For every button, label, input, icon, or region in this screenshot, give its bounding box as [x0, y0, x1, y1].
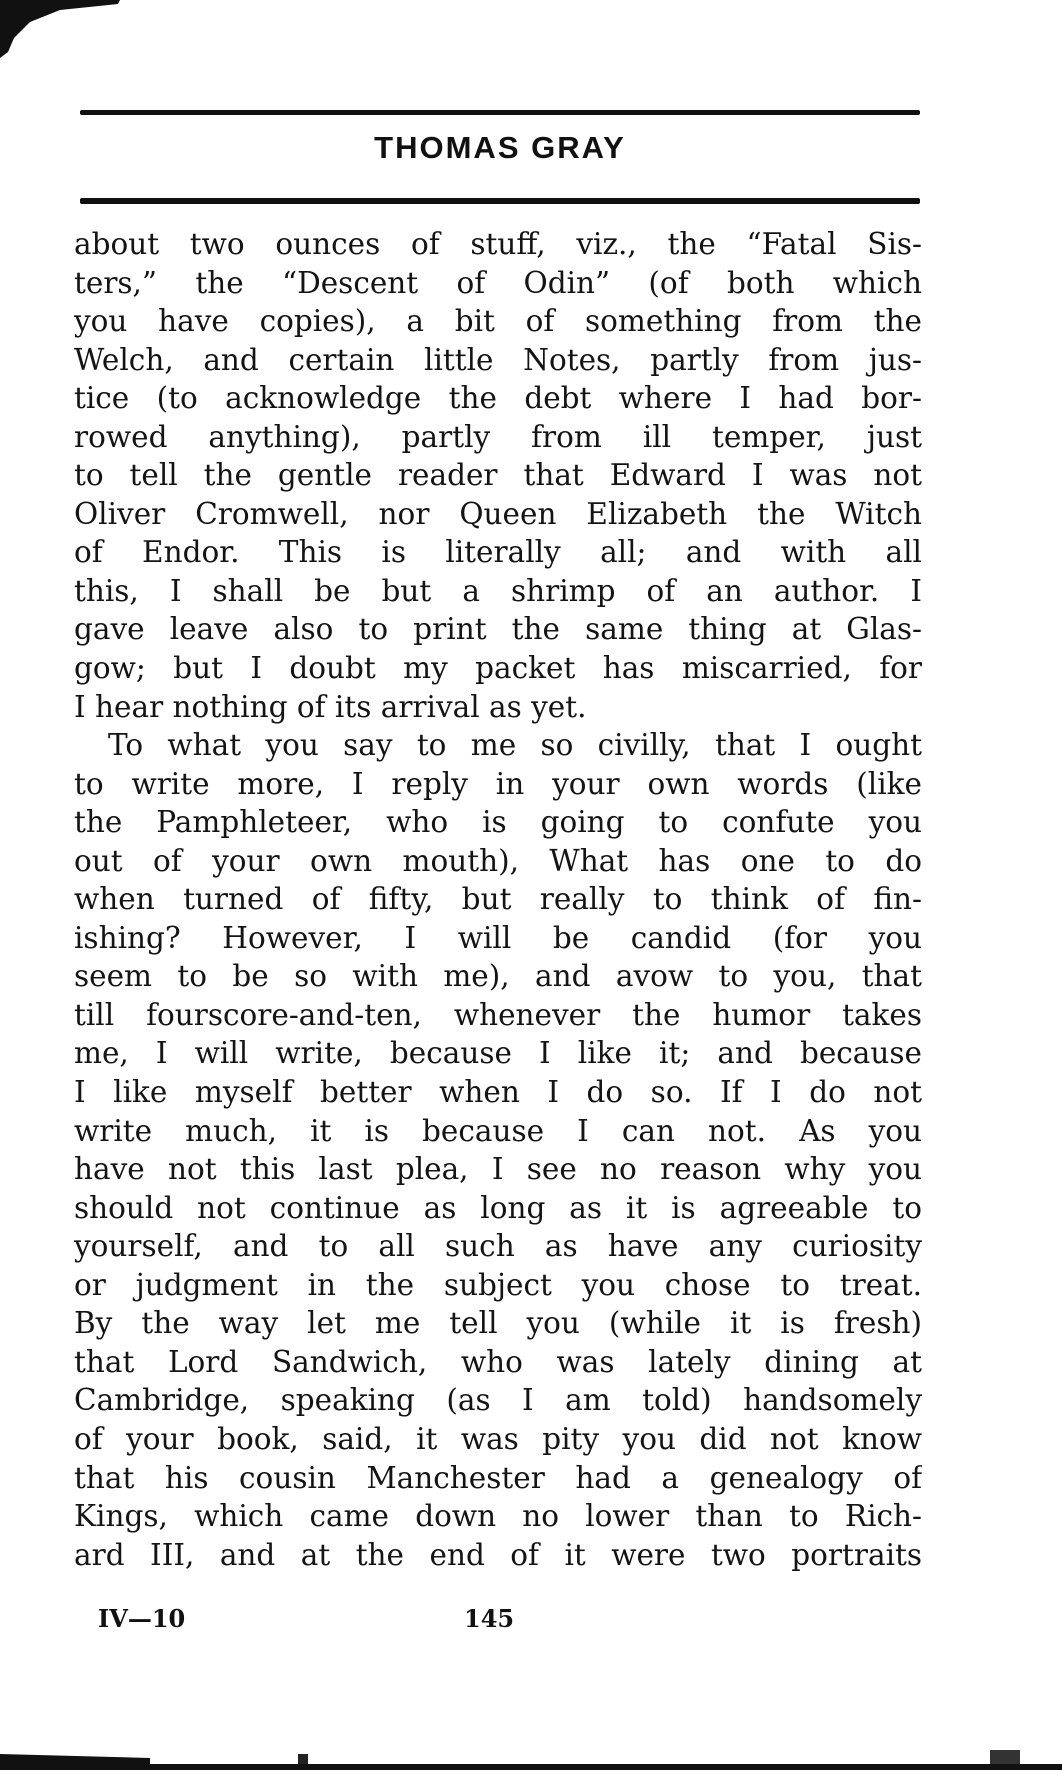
text-line: seem to be so with me), and avow to you, that — [74, 959, 922, 994]
text-line: to tell the gentle reader that Edward I was not — [74, 458, 922, 493]
text-line: gave leave also to print the same thing at Glas- — [74, 612, 922, 647]
text-line: have not this last plea, I see no reason why you — [74, 1152, 922, 1187]
text-line: that his cousin Manchester had a genealogy of — [74, 1460, 922, 1495]
text-line: ters,” the “Descent of Odin” (of both which — [74, 265, 922, 300]
page-footer — [0, 1598, 1062, 1638]
text-line: Welch, and certain little Notes, partly from jus- — [74, 342, 922, 377]
text-line: to write more, I reply in your own words (like — [74, 766, 922, 801]
text-line: should not continue as long as it is agreeable to — [74, 1190, 922, 1225]
text-line: you have copies), a bit of something from the — [74, 304, 922, 339]
text-line: To what you say to me so civilly, that I ought — [108, 728, 922, 763]
text-line: rowed anything), partly from ill temper, just — [74, 419, 922, 454]
text-line: till fourscore-and-ten, whenever the humor takes — [74, 997, 922, 1032]
text-line: ard III, and at the end of it were two portraits — [74, 1537, 922, 1572]
running-head: THOMAS GRAY — [374, 130, 626, 165]
text-line: this, I shall be but a shrimp of an author. I — [74, 573, 922, 608]
text-line: of Endor. This is literally all; and with all — [74, 535, 922, 570]
signature-mark: IV—10 — [98, 1604, 186, 1633]
header-rule-top — [80, 110, 920, 115]
text-line: write much, it is because I can not. As you — [74, 1113, 922, 1148]
page-number: 145 — [464, 1604, 515, 1633]
text-line: gow; but I doubt my packet has miscarried, for — [74, 651, 922, 686]
scan-corner-mark — [0, 0, 120, 60]
header-rule-bottom — [80, 198, 920, 204]
scan-bottom-edge — [0, 1740, 1062, 1778]
text-line: about two ounces of stuff, viz., the “Fatal Sis- — [74, 227, 922, 261]
text-line: I like myself better when I do so. If I do not — [74, 1075, 922, 1110]
text-line: yourself, and to all such as have any curiosity — [74, 1229, 922, 1264]
text-line: Cambridge, speaking (as I am told) handsomely — [74, 1383, 922, 1418]
text-line: out of your own mouth), What has one to do — [74, 843, 922, 878]
text-line: of your book, said, it was pity you did not know — [74, 1421, 922, 1456]
text-line: I hear nothing of its arrival as yet. — [74, 689, 587, 724]
text-line: By the way let me tell you (while it is fresh) — [74, 1306, 922, 1341]
text-line: Kings, which came down no lower than to Rich- — [74, 1499, 922, 1534]
text-line: the Pamphleteer, who is going to confute you — [74, 805, 922, 840]
text-line: when turned of fifty, but really to think of fin- — [74, 882, 922, 917]
body-text — [74, 225, 922, 1574]
text-line: or judgment in the subject you chose to treat. — [74, 1267, 922, 1302]
text-line: that Lord Sandwich, who was lately dining at — [74, 1344, 922, 1379]
text-line: Oliver Cromwell, nor Queen Elizabeth the Witch — [74, 496, 922, 531]
text-line: tice (to acknowledge the debt where I had bor- — [74, 381, 922, 416]
text-line: ishing? However, I will be candid (for you — [74, 920, 922, 955]
text-line: me, I will write, because I like it; and because — [74, 1036, 922, 1071]
